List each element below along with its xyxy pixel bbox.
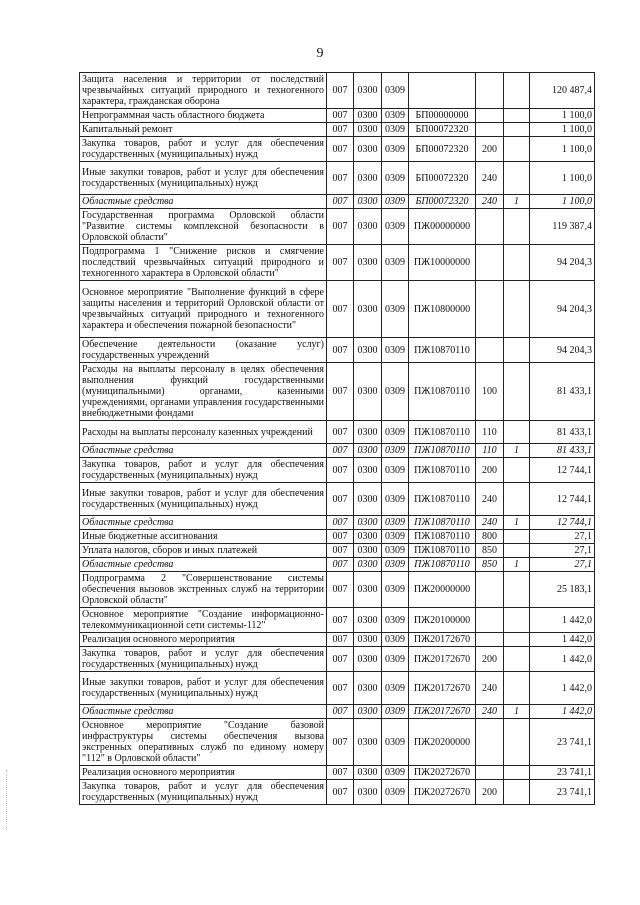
cell-name: Областные средства [80, 195, 327, 209]
cell-subsection-code: 0309 [382, 73, 409, 109]
table-row [80, 544, 595, 558]
cell-section-code: 0300 [354, 209, 382, 245]
cell-name: Подпрограмма 1 "Снижение рисков и смягчение последствий чрезвычайных ситуаций природного и техногенного характера в Орловской области" [80, 245, 327, 281]
table-row [80, 705, 595, 719]
cell-name: Реализация основного мероприятия [80, 633, 327, 647]
table-row [80, 672, 595, 705]
cell-subsection-code: 0309 [382, 195, 409, 209]
cell-name: Областные средства [80, 444, 327, 458]
table-row [80, 516, 595, 530]
cell-target-article-code: ПЖ20000000 [409, 572, 476, 608]
cell-section-code: 0300 [354, 608, 382, 633]
cell-department-code: 007 [327, 281, 354, 338]
cell-funding-source: 1 [504, 558, 530, 572]
cell-department-code: 007 [327, 338, 354, 363]
cell-expense-type-code: 240 [476, 162, 504, 195]
cell-name: Иные бюджетные ассигнования [80, 530, 327, 544]
cell-expense-type-code: 200 [476, 647, 504, 672]
cell-department-code: 007 [327, 780, 354, 805]
cell-name: Основное мероприятие "Выполнение функций в сфере защиты населения и территорий Орловской области от чрезвычайных ситуаций природного и техногенного характера и обеспечения пожарной безопасности" [80, 281, 327, 338]
cell-department-code: 007 [327, 209, 354, 245]
cell-section-code: 0300 [354, 73, 382, 109]
cell-expense-type-code: 850 [476, 544, 504, 558]
cell-target-article-code: БП00072320 [409, 195, 476, 209]
cell-department-code: 007 [327, 195, 354, 209]
cell-department-code: 007 [327, 73, 354, 109]
cell-funding-source [504, 209, 530, 245]
cell-amount: 94 204,3 [530, 245, 595, 281]
table-row [80, 363, 595, 421]
cell-subsection-code: 0309 [382, 766, 409, 780]
cell-funding-source: 1 [504, 444, 530, 458]
table-row [80, 766, 595, 780]
cell-section-code: 0300 [354, 530, 382, 544]
cell-expense-type-code [476, 338, 504, 363]
cell-expense-type-code [476, 109, 504, 123]
cell-expense-type-code: 240 [476, 195, 504, 209]
cell-funding-source [504, 137, 530, 162]
cell-expense-type-code [476, 766, 504, 780]
cell-expense-type-code: 850 [476, 558, 504, 572]
cell-target-article-code: ПЖ10870110 [409, 516, 476, 530]
cell-expense-type-code [476, 281, 504, 338]
cell-subsection-code: 0309 [382, 363, 409, 421]
cell-name: Закупка товаров, работ и услуг для обеспечения государственных (муниципальных) нужд [80, 780, 327, 805]
cell-amount: 81 433,1 [530, 363, 595, 421]
cell-section-code: 0300 [354, 444, 382, 458]
cell-amount: 23 741,1 [530, 766, 595, 780]
table-row [80, 73, 595, 109]
cell-subsection-code: 0309 [382, 421, 409, 444]
cell-name: Закупка товаров, работ и услуг для обеспечения государственных (муниципальных) нужд [80, 458, 327, 483]
cell-funding-source [504, 458, 530, 483]
cell-target-article-code: ПЖ20172670 [409, 672, 476, 705]
cell-expense-type-code [476, 719, 504, 766]
cell-target-article-code: ПЖ20172670 [409, 633, 476, 647]
cell-amount: 120 487,4 [530, 73, 595, 109]
cell-amount: 27,1 [530, 544, 595, 558]
cell-funding-source [504, 421, 530, 444]
cell-department-code: 007 [327, 558, 354, 572]
cell-department-code: 007 [327, 608, 354, 633]
cell-target-article-code: ПЖ10000000 [409, 245, 476, 281]
table-row [80, 137, 595, 162]
table-row [80, 558, 595, 572]
cell-expense-type-code [476, 209, 504, 245]
budget-table-body [80, 73, 595, 805]
cell-amount: 25 183,1 [530, 572, 595, 608]
table-row [80, 338, 595, 363]
cell-department-code: 007 [327, 109, 354, 123]
cell-subsection-code: 0309 [382, 705, 409, 719]
cell-subsection-code: 0309 [382, 123, 409, 137]
cell-target-article-code [409, 73, 476, 109]
cell-subsection-code: 0309 [382, 483, 409, 516]
cell-amount: 12 744,1 [530, 458, 595, 483]
cell-amount: 1 442,0 [530, 633, 595, 647]
cell-target-article-code: ПЖ20200000 [409, 719, 476, 766]
cell-department-code: 007 [327, 162, 354, 195]
cell-section-code: 0300 [354, 458, 382, 483]
cell-section-code: 0300 [354, 162, 382, 195]
cell-funding-source [504, 647, 530, 672]
cell-subsection-code: 0309 [382, 209, 409, 245]
cell-section-code: 0300 [354, 109, 382, 123]
cell-name: Расходы на выплаты персоналу в целях обеспечения выполнения функций государственными (муниципальными) органами, казенными учреждениями, органами управления государственными внебюджетными фондами [80, 363, 327, 421]
cell-target-article-code: ПЖ20172670 [409, 705, 476, 719]
table-row [80, 780, 595, 805]
cell-target-article-code: ПЖ10870110 [409, 544, 476, 558]
cell-department-code: 007 [327, 647, 354, 672]
cell-department-code: 007 [327, 123, 354, 137]
cell-name: Иные закупки товаров, работ и услуг для обеспечения государственных (муниципальных) нужд [80, 483, 327, 516]
cell-department-code: 007 [327, 363, 354, 421]
cell-funding-source [504, 672, 530, 705]
cell-subsection-code: 0309 [382, 109, 409, 123]
cell-expense-type-code: 800 [476, 530, 504, 544]
cell-subsection-code: 0309 [382, 162, 409, 195]
cell-target-article-code: ПЖ10870110 [409, 483, 476, 516]
cell-section-code: 0300 [354, 338, 382, 363]
cell-funding-source: 1 [504, 195, 530, 209]
cell-funding-source [504, 338, 530, 363]
cell-amount: 23 741,1 [530, 780, 595, 805]
cell-department-code: 007 [327, 137, 354, 162]
cell-expense-type-code [476, 123, 504, 137]
cell-funding-source [504, 123, 530, 137]
cell-funding-source [504, 162, 530, 195]
cell-section-code: 0300 [354, 705, 382, 719]
table-row [80, 209, 595, 245]
cell-expense-type-code: 110 [476, 421, 504, 444]
cell-section-code: 0300 [354, 281, 382, 338]
cell-subsection-code: 0309 [382, 281, 409, 338]
table-row [80, 458, 595, 483]
cell-funding-source [504, 483, 530, 516]
cell-section-code: 0300 [354, 572, 382, 608]
cell-target-article-code: БП00072320 [409, 123, 476, 137]
cell-amount: 1 100,0 [530, 109, 595, 123]
cell-target-article-code: ПЖ20100000 [409, 608, 476, 633]
cell-amount: 81 433,1 [530, 444, 595, 458]
cell-funding-source: 1 [504, 516, 530, 530]
cell-funding-source [504, 719, 530, 766]
cell-department-code: 007 [327, 530, 354, 544]
cell-funding-source [504, 766, 530, 780]
cell-name: Закупка товаров, работ и услуг для обеспечения государственных (муниципальных) нужд [80, 647, 327, 672]
cell-target-article-code: БП00000000 [409, 109, 476, 123]
cell-expense-type-code [476, 245, 504, 281]
cell-target-article-code: ПЖ00000000 [409, 209, 476, 245]
cell-amount: 119 387,4 [530, 209, 595, 245]
cell-department-code: 007 [327, 458, 354, 483]
table-row [80, 123, 595, 137]
cell-amount: 1 442,0 [530, 647, 595, 672]
cell-subsection-code: 0309 [382, 544, 409, 558]
cell-target-article-code: ПЖ10870110 [409, 558, 476, 572]
cell-subsection-code: 0309 [382, 719, 409, 766]
table-row [80, 245, 595, 281]
cell-department-code: 007 [327, 544, 354, 558]
cell-name: Основное мероприятие "Создание информационно-телекоммуникационной сети системы-112" [80, 608, 327, 633]
cell-amount: 1 442,0 [530, 705, 595, 719]
cell-subsection-code: 0309 [382, 558, 409, 572]
cell-funding-source: 1 [504, 705, 530, 719]
cell-subsection-code: 0309 [382, 338, 409, 363]
cell-expense-type-code: 240 [476, 516, 504, 530]
cell-amount: 12 744,1 [530, 516, 595, 530]
cell-section-code: 0300 [354, 137, 382, 162]
cell-department-code: 007 [327, 633, 354, 647]
cell-target-article-code: ПЖ20272670 [409, 780, 476, 805]
cell-section-code: 0300 [354, 245, 382, 281]
cell-amount: 1 442,0 [530, 672, 595, 705]
cell-name: Иные закупки товаров, работ и услуг для обеспечения государственных (муниципальных) нужд [80, 672, 327, 705]
cell-expense-type-code: 240 [476, 705, 504, 719]
cell-amount: 94 204,3 [530, 281, 595, 338]
cell-section-code: 0300 [354, 672, 382, 705]
cell-section-code: 0300 [354, 195, 382, 209]
cell-amount: 23 741,1 [530, 719, 595, 766]
cell-target-article-code: БП00072320 [409, 162, 476, 195]
cell-section-code: 0300 [354, 483, 382, 516]
table-row [80, 608, 595, 633]
page-number: 9 [316, 46, 324, 61]
cell-name: Закупка товаров, работ и услуг для обеспечения государственных (муниципальных) нужд [80, 137, 327, 162]
cell-name: Уплата налогов, сборов и иных платежей [80, 544, 327, 558]
table-row [80, 444, 595, 458]
cell-expense-type-code: 240 [476, 672, 504, 705]
cell-subsection-code: 0309 [382, 608, 409, 633]
cell-name: Областные средства [80, 516, 327, 530]
cell-target-article-code: ПЖ10870110 [409, 363, 476, 421]
cell-funding-source [504, 608, 530, 633]
cell-expense-type-code: 100 [476, 363, 504, 421]
cell-funding-source [504, 281, 530, 338]
table-row [80, 483, 595, 516]
cell-section-code: 0300 [354, 780, 382, 805]
cell-department-code: 007 [327, 444, 354, 458]
cell-target-article-code: ПЖ10870110 [409, 530, 476, 544]
cell-department-code: 007 [327, 572, 354, 608]
cell-funding-source [504, 544, 530, 558]
cell-section-code: 0300 [354, 719, 382, 766]
cell-funding-source [504, 73, 530, 109]
cell-target-article-code: ПЖ10870110 [409, 421, 476, 444]
cell-subsection-code: 0309 [382, 516, 409, 530]
cell-amount: 1 100,0 [530, 137, 595, 162]
cell-name: Основное мероприятие "Создание базовой инфраструктуры системы обеспечения вызова экстренных оперативных служб по единому номеру "112" в Орловской области" [80, 719, 327, 766]
cell-amount: 12 744,1 [530, 483, 595, 516]
cell-name: Расходы на выплаты персоналу казенных учреждений [80, 421, 327, 444]
cell-name: Непрограммная часть областного бюджета [80, 109, 327, 123]
cell-name: Защита населения и территории от последствий чрезвычайных ситуаций природного и техногенного характера, гражданская оборона [80, 73, 327, 109]
cell-section-code: 0300 [354, 123, 382, 137]
cell-name: Областные средства [80, 558, 327, 572]
cell-name: Реализация основного мероприятия [80, 766, 327, 780]
cell-name: Областные средства [80, 705, 327, 719]
cell-amount: 27,1 [530, 558, 595, 572]
cell-section-code: 0300 [354, 363, 382, 421]
cell-funding-source [504, 572, 530, 608]
cell-target-article-code: ПЖ10870110 [409, 338, 476, 363]
cell-subsection-code: 0309 [382, 137, 409, 162]
cell-amount: 27,1 [530, 530, 595, 544]
cell-funding-source [504, 245, 530, 281]
cell-subsection-code: 0309 [382, 780, 409, 805]
cell-target-article-code: ПЖ20172670 [409, 647, 476, 672]
cell-target-article-code: ПЖ10870110 [409, 444, 476, 458]
cell-department-code: 007 [327, 766, 354, 780]
cell-amount: 1 100,0 [530, 195, 595, 209]
table-row [80, 281, 595, 338]
cell-section-code: 0300 [354, 633, 382, 647]
cell-expense-type-code: 240 [476, 483, 504, 516]
cell-target-article-code: БП00072320 [409, 137, 476, 162]
table-row [80, 647, 595, 672]
cell-expense-type-code [476, 572, 504, 608]
cell-subsection-code: 0309 [382, 444, 409, 458]
cell-subsection-code: 0309 [382, 647, 409, 672]
cell-funding-source [504, 780, 530, 805]
cell-subsection-code: 0309 [382, 672, 409, 705]
cell-department-code: 007 [327, 719, 354, 766]
cell-section-code: 0300 [354, 544, 382, 558]
cell-section-code: 0300 [354, 647, 382, 672]
cell-target-article-code: ПЖ10870110 [409, 458, 476, 483]
cell-expense-type-code [476, 608, 504, 633]
cell-amount: 94 204,3 [530, 338, 595, 363]
cell-expense-type-code: 200 [476, 780, 504, 805]
cell-section-code: 0300 [354, 421, 382, 444]
cell-expense-type-code: 200 [476, 458, 504, 483]
cell-name: Подпрограмма 2 "Совершенствование системы обеспечения вызовов экстренных служб на территории Орловской области" [80, 572, 327, 608]
table-row [80, 633, 595, 647]
cell-expense-type-code: 110 [476, 444, 504, 458]
cell-subsection-code: 0309 [382, 572, 409, 608]
cell-funding-source [504, 363, 530, 421]
cell-funding-source [504, 530, 530, 544]
cell-section-code: 0300 [354, 766, 382, 780]
table-row [80, 109, 595, 123]
cell-department-code: 007 [327, 245, 354, 281]
cell-section-code: 0300 [354, 516, 382, 530]
table-row [80, 195, 595, 209]
cell-department-code: 007 [327, 516, 354, 530]
cell-subsection-code: 0309 [382, 633, 409, 647]
table-row [80, 572, 595, 608]
cell-department-code: 007 [327, 705, 354, 719]
table-row [80, 421, 595, 444]
cell-target-article-code: ПЖ20272670 [409, 766, 476, 780]
cell-department-code: 007 [327, 483, 354, 516]
cell-amount: 1 100,0 [530, 162, 595, 195]
table-row [80, 162, 595, 195]
cell-target-article-code: ПЖ10800000 [409, 281, 476, 338]
cell-subsection-code: 0309 [382, 530, 409, 544]
cell-name: Государственная программа Орловской области "Развитие системы комплексной безопасности в Орловской области" [80, 209, 327, 245]
cell-subsection-code: 0309 [382, 458, 409, 483]
cell-amount: 1 442,0 [530, 608, 595, 633]
cell-department-code: 007 [327, 421, 354, 444]
cell-name: Обеспечение деятельности (оказание услуг) государственных учреждений [80, 338, 327, 363]
cell-expense-type-code: 200 [476, 137, 504, 162]
cell-amount: 81 433,1 [530, 421, 595, 444]
table-row [80, 530, 595, 544]
cell-department-code: 007 [327, 672, 354, 705]
cell-name: Иные закупки товаров, работ и услуг для обеспечения государственных (муниципальных) нужд [80, 162, 327, 195]
cell-funding-source [504, 633, 530, 647]
table-row [80, 719, 595, 766]
cell-expense-type-code [476, 73, 504, 109]
cell-funding-source [504, 109, 530, 123]
cell-section-code: 0300 [354, 558, 382, 572]
cell-amount: 1 100,0 [530, 123, 595, 137]
cell-subsection-code: 0309 [382, 245, 409, 281]
cell-expense-type-code [476, 633, 504, 647]
scan-edge-mark [6, 770, 8, 830]
cell-name: Капитальный ремонт [80, 123, 327, 137]
budget-table [79, 72, 595, 805]
